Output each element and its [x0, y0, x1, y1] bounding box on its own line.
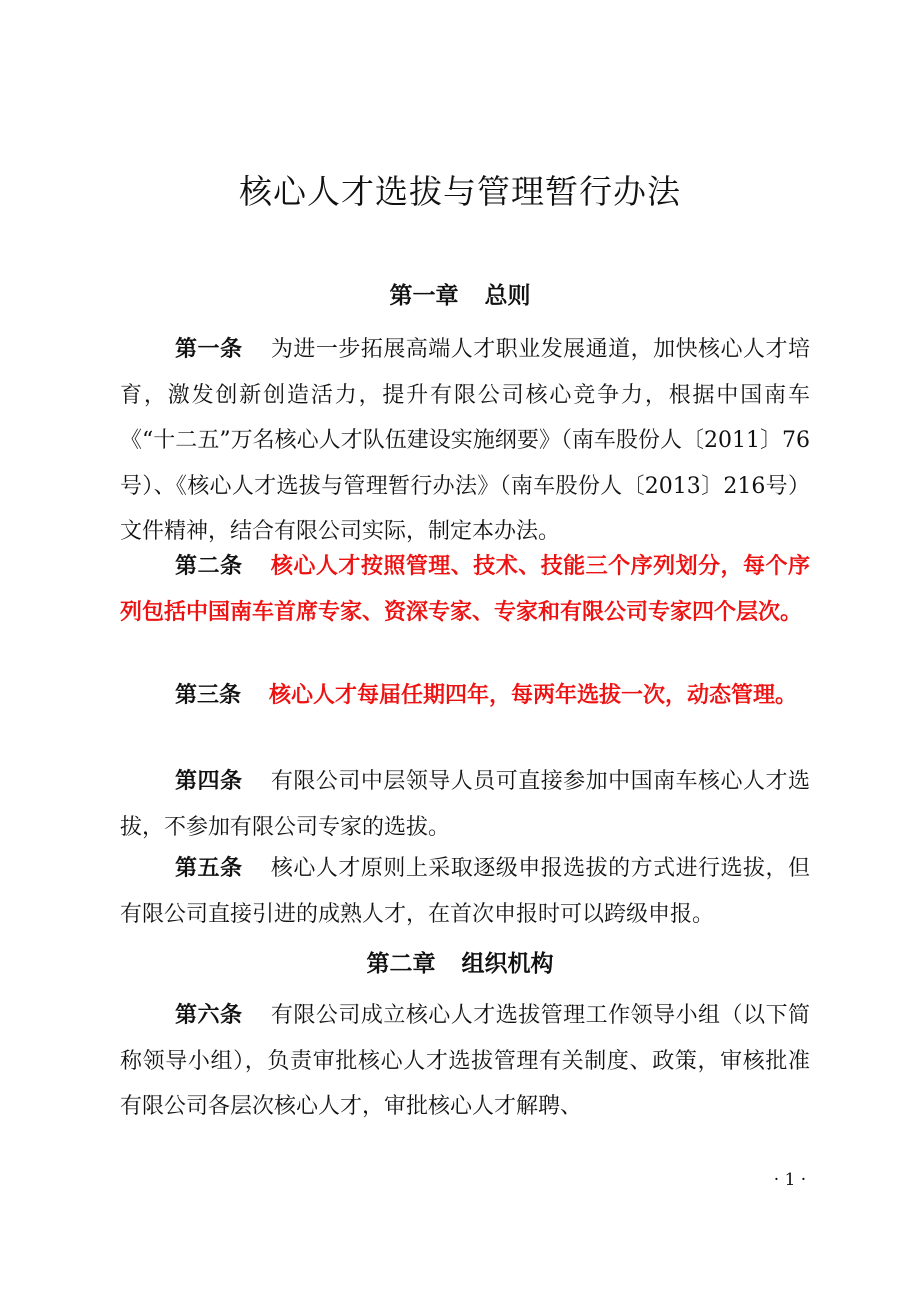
- article-text-highlighted: 核心人才每届任期四年，每两年选拔一次，动态管理。: [269, 682, 798, 708]
- chapter-heading-1: [0, 276, 920, 316]
- chapter-name: 组织机构: [461, 950, 554, 977]
- page-number: · 1 ·: [773, 1170, 807, 1190]
- article-heading: 第五条: [175, 855, 243, 881]
- chapter-name: 总则: [484, 282, 531, 309]
- article-2: [120, 544, 810, 635]
- article-text: 有限公司中层领导人员可直接参加中国南车核心人才选拔，不参加有限公司专家的选拔。: [120, 769, 810, 840]
- article-6: [120, 993, 810, 1130]
- article-3: [120, 673, 810, 719]
- chapter-label: 第一章: [389, 282, 459, 309]
- document-title: 核心人才选拔与管理暂行办法: [239, 172, 681, 211]
- article-heading: 第四条: [175, 768, 243, 794]
- article-4: [120, 759, 810, 850]
- chapter-heading-2: [0, 944, 920, 984]
- article-5: [120, 846, 810, 937]
- article-heading: 第二条: [175, 553, 243, 579]
- article-heading: 第六条: [175, 1002, 243, 1028]
- article-heading: 第三条: [175, 682, 242, 708]
- article-text-highlighted: 核心人才按照管理、技术、技能三个序列划分，每个序列包括中国南车首席专家、资深专家、专家和有限公司专家四个层次。: [120, 553, 810, 625]
- article-1: [120, 327, 810, 555]
- article-heading: 第一条: [175, 336, 243, 362]
- article-text: 有限公司成立核心人才选拔管理工作领导小组（以下简称领导小组），负责审批核心人才选拔管理有关制度、政策，审核批准有限公司各层次核心人才，审批核心人才解聘、: [120, 1003, 810, 1119]
- article-text: 为进一步拓展高端人才职业发展通道，加快核心人才培育，激发创新创造活力，提升有限公司核心竞争力，根据中国南车《“十二五”万名核心人才队伍建设实施纲要》（南车股份人〔2011〕76号）、《核心人才选拔与管理暂行办法》（南车股份人〔2013〕216号）文件精神，结合有限公司实际，制定本办法。: [120, 337, 810, 544]
- article-text: 核心人才原则上采取逐级申报选拔的方式进行选拔，但有限公司直接引进的成熟人才，在首次申报时可以跨级申报。: [120, 856, 810, 927]
- chapter-label: 第二章: [366, 950, 436, 977]
